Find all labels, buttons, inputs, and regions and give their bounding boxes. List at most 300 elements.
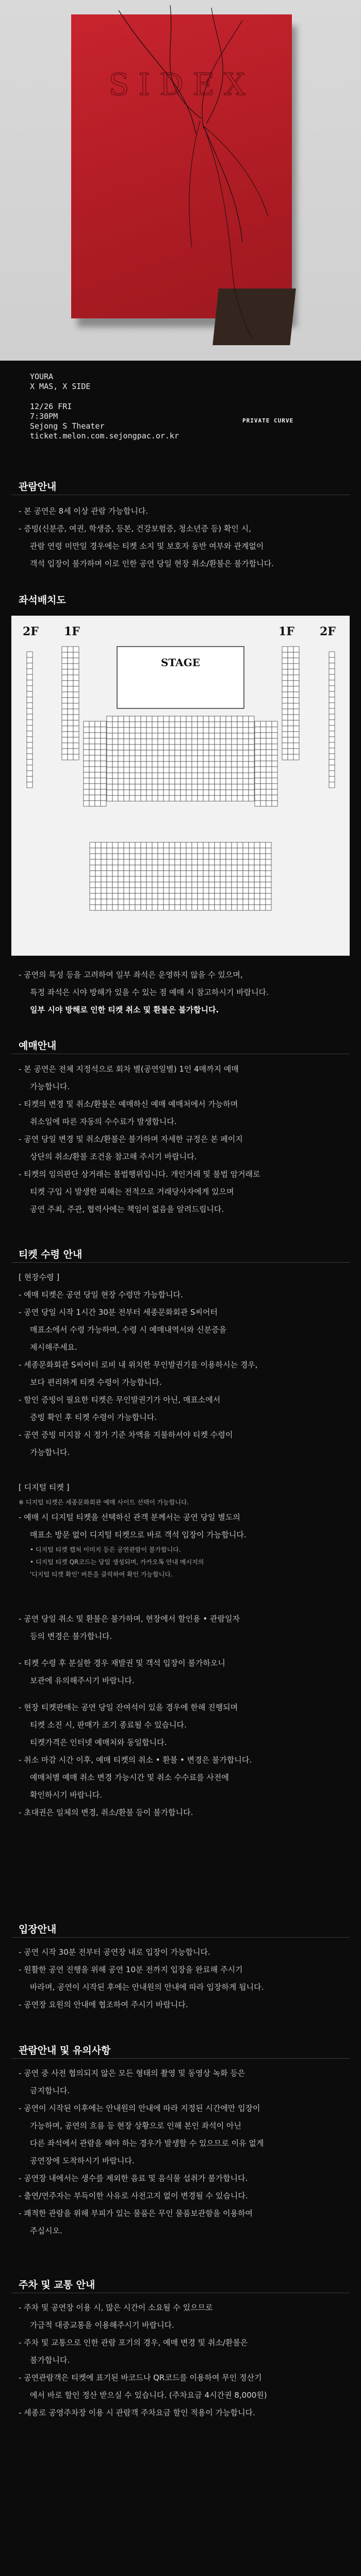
seat [209,744,215,750]
seat [175,882,180,888]
seat [68,692,73,698]
seat [249,859,254,865]
seat [163,722,169,727]
seat [255,727,260,733]
seat [198,767,203,773]
seat [198,761,203,767]
seat [62,692,68,698]
seat [152,773,158,778]
seat [215,756,220,761]
seat [232,716,237,722]
seat [169,871,175,876]
seat [232,750,237,756]
seat [243,756,249,761]
seat [237,716,243,722]
seat [135,716,141,722]
seat [249,899,254,905]
seat [146,716,152,722]
seat [288,692,293,698]
seat [293,749,299,754]
seat [215,778,220,784]
seat [198,795,203,801]
etiquette-line: - 쾌적한 관람을 위해 부피가 있는 물품은 무인 물품보관함을 이용하여 [19,2209,253,2218]
seat [124,733,129,739]
seat [152,761,158,767]
seat [186,882,192,888]
seat [192,761,198,767]
seat [180,778,186,784]
seat [293,658,299,664]
seat [95,865,101,871]
seat [220,882,226,888]
seat [226,744,232,750]
seat [152,727,158,733]
seat [192,716,198,722]
seat [226,722,232,727]
seat [158,888,163,893]
seat [73,669,79,675]
seat [135,876,141,882]
seat [293,754,299,760]
seat [260,772,266,778]
booking-text [19,1060,343,1218]
seat [124,888,129,893]
seat [101,789,106,795]
seat [282,720,288,726]
seat [209,722,215,727]
seat [266,893,271,899]
seat [95,842,101,848]
seat [112,761,118,767]
seat [129,739,135,744]
parking-line: - 주차 및 공연장 이용 시, 많은 시간이 소요될 수 있으므로 [19,2303,213,2312]
seat [260,899,266,905]
seat [198,854,203,859]
seat [107,893,112,899]
seat [129,842,135,848]
seat [163,859,169,865]
seat [243,848,249,854]
seat [146,888,152,893]
seat [112,842,118,848]
seat [226,784,232,790]
seat [107,778,112,784]
pickup-line: 보관에 유의해주시기 바랍니다. [30,1676,135,1685]
etiquette-line: 공연장에 도착하시기 바랍니다. [30,2156,135,2165]
seat [192,854,198,859]
pickup-line: 보다 편리하게 티켓 수령이 가능합니다. [30,1378,162,1387]
seat [129,722,135,727]
seat [95,755,101,761]
seat [237,865,243,871]
seat [124,848,129,854]
seat [288,681,293,686]
seat [249,905,254,910]
seat [203,871,209,876]
seat [129,744,135,750]
seat [180,888,186,893]
seat [124,893,129,899]
seat [107,773,112,778]
seat [243,750,249,756]
seat [293,715,299,720]
seat [152,905,158,910]
seat [95,733,101,738]
divider [11,1262,350,1263]
seat [254,871,260,876]
etiquette-line: - 공연이 시작된 이후에는 안내원의 안내에 따라 지정된 시간에만 입장이 [19,2104,260,2113]
seat [158,784,163,790]
seat [209,739,215,744]
seat [198,784,203,790]
seat [68,743,73,749]
seat [124,790,129,795]
seat [89,727,95,733]
seat [118,882,124,888]
seat [272,755,277,761]
seat [186,888,192,893]
seat [249,795,254,801]
seat [89,755,95,761]
seat [158,744,163,750]
seat [329,771,335,776]
seat [90,871,95,876]
seat [209,854,215,859]
seat [73,686,79,692]
seat [272,761,277,767]
seat [118,865,124,871]
seat [169,899,175,905]
seat [152,784,158,790]
seat [203,750,209,756]
entry-line: - 공연 시작 30분 전부터 공연장 내로 입장이 가능합니다. [19,1947,210,1957]
etiquette-text [19,2064,343,2240]
seat [84,727,89,733]
seat [175,854,180,859]
seat [124,761,129,767]
seat [226,761,232,767]
seat [84,733,89,738]
seat [266,789,272,795]
seat [73,698,79,703]
seat [266,778,272,784]
seat [135,865,141,871]
event-info-text [30,372,179,441]
seat [107,865,112,871]
seat [266,848,271,854]
seat [226,739,232,744]
seat [203,876,209,882]
seat [232,773,237,778]
seat [329,680,335,686]
seat [27,691,32,697]
booking-line: 티켓 구입 시 발생한 피해는 전적으로 거래당사자에게 있으며 [30,1187,234,1196]
seat [186,848,192,854]
seat [293,720,299,726]
seat [249,882,254,888]
floor-label-2f-left: 2F [23,625,39,638]
seat [158,859,163,865]
seat [141,905,146,910]
seat [243,882,249,888]
seat [175,905,180,910]
seat [84,721,89,727]
info-ticket-url[interactable]: ticket.melon.com.sejongpac.or.kr [30,431,179,440]
seat [112,893,118,899]
seat [266,876,271,882]
seat [237,842,243,848]
seat [146,739,152,744]
seat [226,716,232,722]
seat [146,854,152,859]
seat [163,854,169,859]
seat [158,848,163,854]
seat [232,727,237,733]
seat [266,795,272,801]
seat [198,882,203,888]
seat [101,848,107,854]
seat [62,726,68,732]
stage-label: STAGE [160,656,201,669]
seat [266,842,271,848]
seat [209,716,215,722]
seat [158,750,163,756]
seat [186,761,192,767]
seat [101,801,106,806]
seat [107,727,112,733]
seat [266,888,271,893]
seat [288,698,293,703]
seat [112,876,118,882]
seat [101,744,106,750]
seat [62,647,68,652]
seat [118,733,124,739]
seat [272,721,277,727]
seat [237,871,243,876]
seat [141,842,146,848]
seat [255,795,260,801]
seat [152,795,158,801]
seat [237,893,243,899]
seat [293,669,299,675]
pickup-line: - 예매 티켓은 공연 당일 현장 수령만 가능합니다. [19,1290,183,1299]
seat [249,784,254,790]
seat [288,709,293,715]
seat [152,882,158,888]
seat [118,842,124,848]
seat [215,865,220,871]
seat [141,744,146,750]
seat [158,716,163,722]
seat [243,859,249,865]
etiquette-line: 다른 좌석에서 관람을 해야 하는 경우가 발생할 수 있으므로 이유 없게 [30,2139,264,2148]
seat [84,767,89,772]
seat [249,733,254,739]
seat [118,773,124,778]
seat [141,778,146,784]
seat [215,733,220,739]
parking-line: - 공연관람객은 티켓에 표기된 바코드나 QR코드를 이용하여 무인 정산기 [19,2373,262,2382]
seat [95,761,101,767]
seat [186,842,192,848]
seat [254,842,260,848]
seat [158,722,163,727]
seat [129,882,135,888]
seat [169,778,175,784]
seat [175,744,180,750]
seat [282,749,288,754]
seat [237,876,243,882]
seat [272,784,277,789]
seat [215,744,220,750]
album-cover-image [0,0,361,361]
seat [186,784,192,790]
seat [62,754,68,760]
reservation-line: - 본 공연은 8세 이상 관람 가능합니다. [19,506,149,516]
seat [107,722,112,727]
seat [249,888,254,893]
seat [255,750,260,755]
seat [163,899,169,905]
seat [141,722,146,727]
seat [112,767,118,773]
seat [282,652,288,658]
seat [163,893,169,899]
seat [141,882,146,888]
seat [198,899,203,905]
seat [169,739,175,744]
seat [129,773,135,778]
seat [237,761,243,767]
seat [101,865,107,871]
seat [112,882,118,888]
seat [329,714,335,720]
seat [198,790,203,795]
seat [254,854,260,859]
seat [255,778,260,784]
seat-map [11,616,350,956]
seat [95,801,101,806]
seat [146,842,152,848]
seat [232,899,237,905]
seat [266,865,271,871]
seat [266,871,271,876]
seat [237,773,243,778]
seat [135,848,141,854]
seat [198,733,203,739]
seat [112,778,118,784]
seat [135,795,141,801]
seat [282,692,288,698]
seat [243,767,249,773]
seat [192,790,198,795]
seat [260,744,266,750]
seat [135,899,141,905]
seat [135,744,141,750]
seat [254,893,260,899]
seat [141,854,146,859]
seat [215,790,220,795]
seat [95,871,101,876]
seat [232,888,237,893]
seat [209,876,215,882]
seat [73,658,79,664]
seat [232,854,237,859]
seat [254,865,260,871]
seat [112,790,118,795]
seat [209,784,215,790]
seat [282,658,288,664]
seat [152,750,158,756]
seat [146,733,152,739]
parking-text [19,2299,343,2421]
seat [158,790,163,795]
seat [329,782,335,788]
seat [95,744,101,750]
seat [146,767,152,773]
seat [198,842,203,848]
seat [95,905,101,910]
seat [226,848,232,854]
seat [203,773,209,778]
seat [112,871,118,876]
seat [180,859,186,865]
seat [27,754,32,759]
seat [243,905,249,910]
seat [169,893,175,899]
pickup-line: 확인하시기 바랍니다. [30,1790,102,1800]
seat [203,790,209,795]
seat [95,721,101,727]
seat [192,888,198,893]
seat [62,703,68,709]
seat [329,669,335,674]
seat [73,715,79,720]
seat [192,767,198,773]
seat [288,715,293,720]
seat [163,871,169,876]
seat [169,859,175,865]
seat [260,876,266,882]
seat [198,750,203,756]
seat [329,686,335,691]
seat [237,784,243,790]
seat [209,733,215,739]
seat [175,750,180,756]
seat [237,727,243,733]
seat [135,893,141,899]
seat [27,703,32,708]
seat [282,709,288,715]
seat [282,715,288,720]
seat [152,842,158,848]
seat [220,905,226,910]
entry-line: 바라며, 공연이 시작된 후에는 안내원의 안내에 따라 입장하게 됩니다. [30,1982,264,1992]
seat [163,733,169,739]
seat [209,773,215,778]
seat [198,722,203,727]
seat [135,756,141,761]
seat [89,784,95,789]
seat [73,692,79,698]
seat [220,722,226,727]
seat [112,744,118,750]
floor-label-1f-right: 1F [278,625,294,638]
seat [260,848,266,854]
seat [163,848,169,854]
seat [27,776,32,782]
seat [175,756,180,761]
